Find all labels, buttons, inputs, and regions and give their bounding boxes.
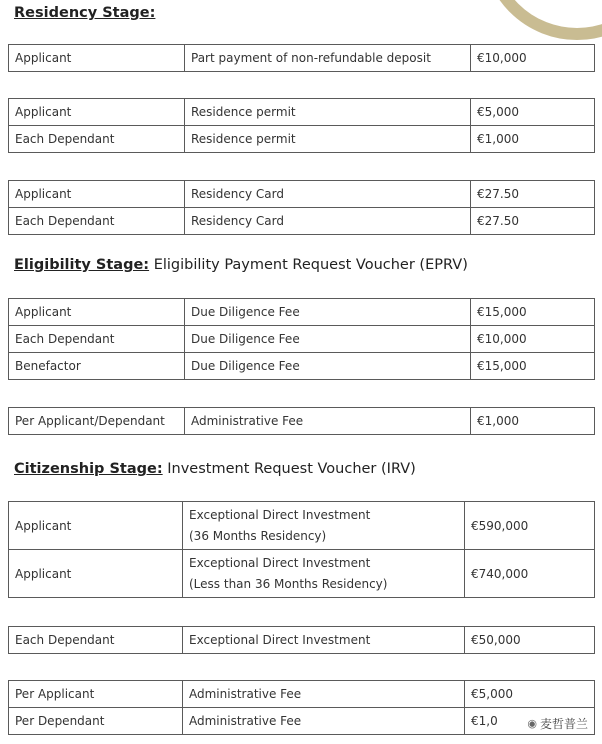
citizenship-investment-table: [8, 501, 595, 598]
table-row: [9, 208, 595, 235]
decorative-arc: [482, 0, 602, 40]
party-cell: Applicant: [9, 502, 183, 550]
wechat-icon: ◉: [527, 717, 537, 730]
item-cell: Due Diligence Fee: [185, 299, 471, 326]
item-line: Exceptional Direct Investment: [189, 507, 371, 522]
table-row: [9, 681, 595, 708]
amount-cell: €1,0: [465, 708, 595, 735]
table-row: [9, 627, 595, 654]
amount-cell: €15,000: [471, 353, 595, 380]
residency-card-table: [8, 180, 595, 235]
party-cell: Applicant: [9, 181, 185, 208]
watermark: [525, 715, 590, 732]
amount-cell: €10,000: [471, 45, 595, 72]
table-row: [9, 326, 595, 353]
amount-cell: €15,000: [471, 299, 595, 326]
amount-cell: €1,000: [471, 408, 595, 435]
item-cell: [183, 550, 465, 598]
amount-cell: €27.50: [471, 208, 595, 235]
eligibility-admin-table: [8, 407, 595, 435]
party-cell: Applicant: [9, 45, 185, 72]
amount-cell: €5,000: [465, 681, 595, 708]
table-row: [9, 502, 595, 550]
party-cell: Applicant: [9, 299, 185, 326]
table-row: [9, 45, 595, 72]
amount-cell: €10,000: [471, 326, 595, 353]
item-cell: Due Diligence Fee: [185, 326, 471, 353]
citizenship-stage-heading: Citizenship Stage: Investment Request Voucher (IRV): [14, 461, 416, 477]
table-row: [9, 99, 595, 126]
citizenship-admin-table: [8, 680, 595, 735]
eligibility-stage-subheading: Eligibility Payment Request Voucher (EPRV): [153, 257, 468, 273]
watermark-text: 麦哲普兰: [539, 717, 588, 731]
table-row: [9, 708, 595, 735]
amount-cell: €27.50: [471, 181, 595, 208]
item-note: (36 Months Residency): [189, 528, 327, 543]
item-cell: Residency Card: [185, 181, 471, 208]
party-cell: Benefactor: [9, 353, 185, 380]
table-row: [9, 408, 595, 435]
item-cell: Residence permit: [185, 126, 471, 153]
party-cell: Per Applicant/Dependant: [9, 408, 185, 435]
amount-cell: €5,000: [471, 99, 595, 126]
party-cell: Per Applicant: [9, 681, 183, 708]
party-cell: Each Dependant: [9, 208, 185, 235]
item-cell: Administrative Fee: [183, 681, 465, 708]
party-cell: Per Dependant: [9, 708, 183, 735]
item-note: (Less than 36 Months Residency): [189, 576, 388, 591]
party-cell: Applicant: [9, 99, 185, 126]
item-cell: Administrative Fee: [185, 408, 471, 435]
residency-deposit-table: [8, 44, 595, 72]
residency-stage-heading: Residency Stage:: [14, 5, 156, 21]
table-row: [9, 299, 595, 326]
item-cell: [183, 502, 465, 550]
table-row: [9, 181, 595, 208]
party-cell: Each Dependant: [9, 326, 185, 353]
item-cell: Part payment of non-refundable deposit: [185, 45, 471, 72]
citizenship-stage-subheading: Investment Request Voucher (IRV): [167, 461, 416, 477]
table-row: [9, 550, 595, 598]
item-line: Exceptional Direct Investment: [189, 555, 371, 570]
residency-permit-table: [8, 98, 595, 153]
eligibility-stage-heading: Eligibility Stage: Eligibility Payment Request Voucher (EPRV): [14, 257, 468, 273]
item-cell: Due Diligence Fee: [185, 353, 471, 380]
party-cell: Each Dependant: [9, 126, 185, 153]
item-cell: Residence permit: [185, 99, 471, 126]
table-row: [9, 353, 595, 380]
item-cell: Administrative Fee: [183, 708, 465, 735]
item-cell: Exceptional Direct Investment: [183, 627, 465, 654]
party-cell: Applicant: [9, 550, 183, 598]
amount-cell: €50,000: [465, 627, 595, 654]
amount-cell: €590,000: [465, 502, 595, 550]
eligibility-diligence-table: [8, 298, 595, 380]
party-cell: Each Dependant: [9, 627, 183, 654]
item-cell: Residency Card: [185, 208, 471, 235]
table-row: [9, 126, 595, 153]
amount-cell: €1,000: [471, 126, 595, 153]
citizenship-dependant-table: [8, 626, 595, 654]
amount-cell: €740,000: [465, 550, 595, 598]
